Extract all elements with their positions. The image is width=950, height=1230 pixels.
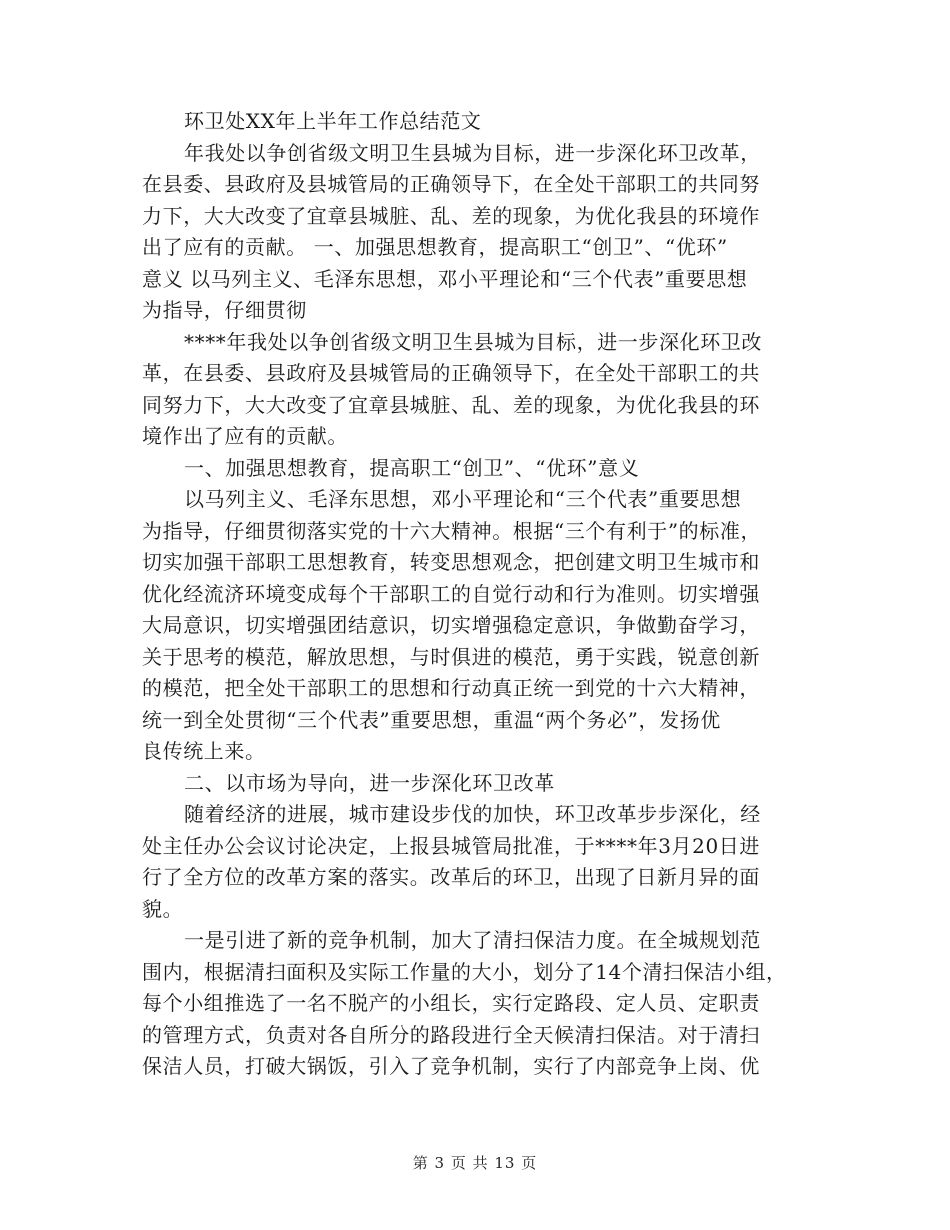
page-number-footer: 第 3 页 共 13 页 — [412, 1154, 538, 1172]
text-line: 优化经流济环境变成每个干部职工的自觉行动和行为准则。切实增强 — [142, 581, 760, 606]
text-line: 为指导，仔细贯彻落实党的十六大精神。根据“三个有利于”的标准， — [142, 518, 762, 543]
text-line: 处主任办公会议讨论决定，上报县城管局批准，于****年3月20日进 — [142, 833, 760, 858]
text-line: 保洁人员，打破大锅饭，引入了竞争机制，实行了内部竞争上岗、优 — [142, 1054, 760, 1078]
text-line: 每个小组推选了一名不脱产的小组长，实行定路段、定人员、定职责 — [142, 991, 760, 1015]
text-line: 在县委、县政府及县城管局的正确领导下，在全处干部职工的共同努 — [142, 172, 760, 196]
text-line: 一、加强思想教育，提高职工“创卫”、“优环”意义 — [184, 455, 640, 480]
text-line: 切实加强干部职工思想教育，转变思想观念，把创建文明卫生城市和 — [142, 550, 760, 574]
text-line: 关于思考的模范，解放思想，与时俱进的模范，勇于实践，锐意创新 — [142, 644, 760, 669]
document-body — [142, 106, 808, 1083]
text-line: 貌。 — [142, 896, 184, 921]
text-line: 力下，大大改变了宜章县城脏、乱、差的现象，为优化我县的环境作 — [142, 203, 760, 228]
text-line: 一是引进了新的竞争机制，加大了清扫保洁力度。在全城规划范 — [184, 928, 761, 952]
text-line: 行了全方位的改革方案的落实。改革后的环卫，出现了日新月异的面 — [142, 865, 760, 889]
text-line: 意义 以马列主义、毛泽东思想，邓小平理论和“三个代表”重要思想 — [142, 266, 748, 291]
text-line: 为指导，仔细贯彻 — [142, 298, 307, 322]
document-title: 环卫处XX年上半年工作总结范文 — [184, 109, 482, 133]
text-line: 大局意识，切实增强团结意识，切实增强稳定意识，争做勤奋学习， — [142, 613, 760, 637]
text-line: 的管理方式，负责对各自所分的路段进行全天候清扫保洁。对于清扫 — [142, 1022, 760, 1047]
text-line: 同努力下，大大改变了宜章县城脏、乱、差的现象，为优化我县的环 — [142, 392, 760, 417]
text-line: 革，在县委、县政府及县城管局的正确领导下，在全处干部职工的共 — [142, 361, 760, 385]
text-line: 良传统上来。 — [142, 739, 266, 763]
text-line: ****年我处以争创省级文明卫生县城为目标，进一步深化环卫改 — [184, 329, 762, 354]
text-line: 围内，根据清扫面积及实际工作量的大小，划分了14个清扫保洁小组， — [142, 959, 787, 984]
text-line: 的模范，把全处干部职工的思想和行动真正统一到党的十六大精神， — [142, 676, 760, 700]
text-line: 年我处以争创省级文明卫生县城为目标，进一步深化环卫改革， — [184, 140, 761, 165]
text-line: 统一到全处贯彻“三个代表”重要思想，重温“两个务必”，发扬优 — [142, 707, 721, 732]
text-line: 二、以市场为导向，进一步深化环卫改革 — [184, 770, 555, 795]
text-line: 以马列主义、毛泽东思想，邓小平理论和“三个代表”重要思想 — [184, 487, 742, 511]
text-line: 境作出了应有的贡献。 — [142, 424, 348, 448]
text-line: 随着经济的进展，城市建设步伐的加快，环卫改革步步深化，经 — [184, 802, 761, 826]
text-line: 出了应有的贡献。 一、加强思想教育，提高职工“创卫”、“优环” — [142, 235, 728, 259]
